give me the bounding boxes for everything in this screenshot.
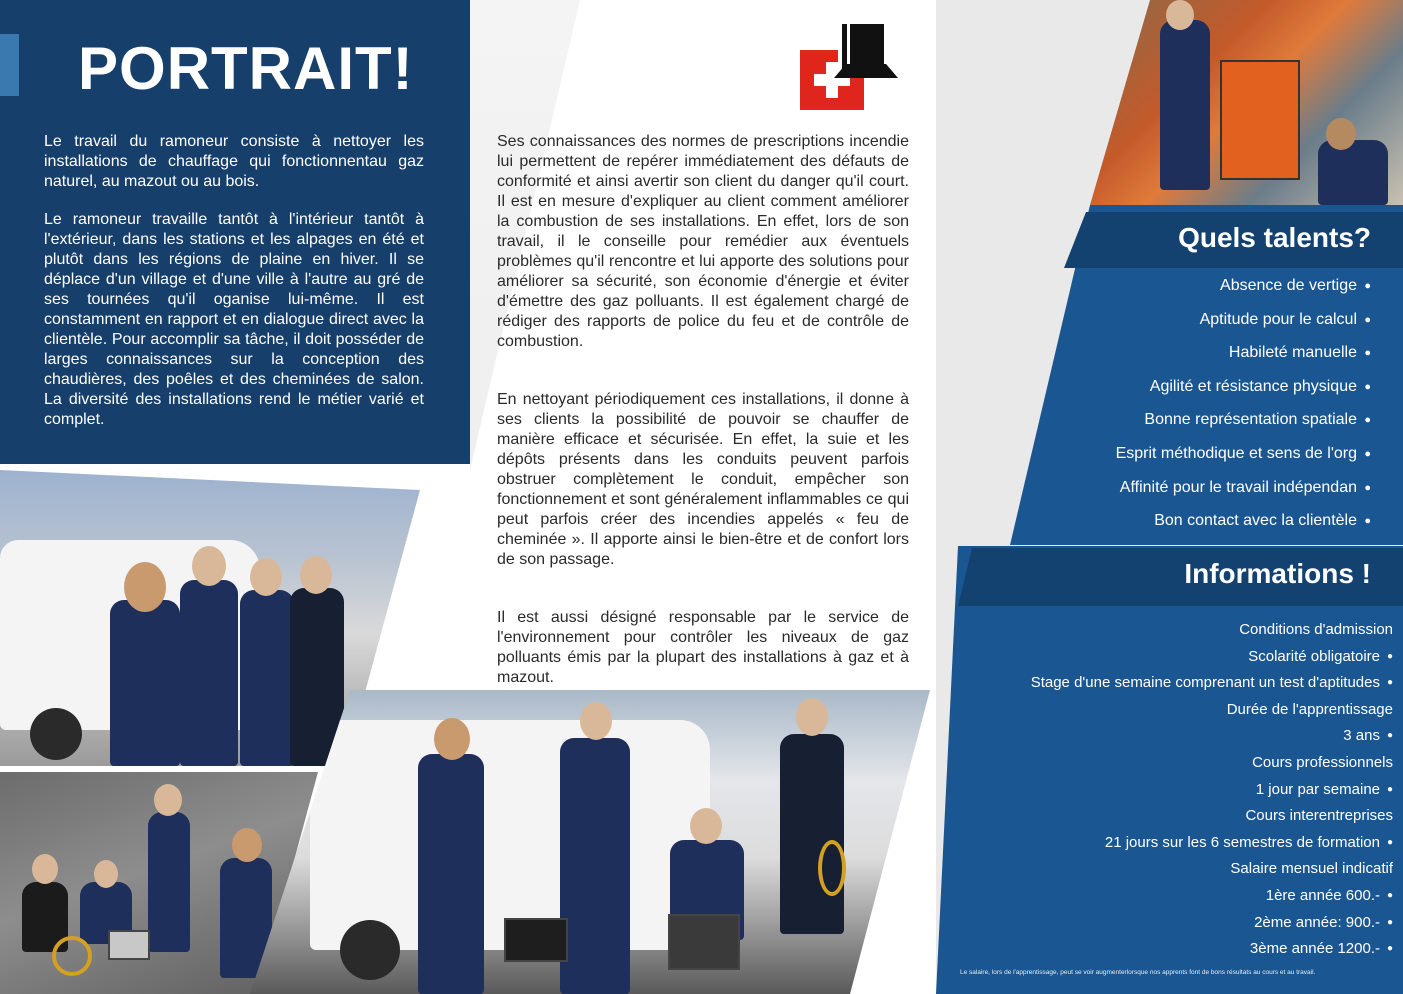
person-head [124,562,166,612]
info-heading: Durée de l'apprentissage [1226,700,1393,718]
intro-paragraph-2: Le ramoneur travaille tantôt à l'intérieur tantôt à l'extérieur, dans les stations et les alpages en été et plutôt dans les régions de plaine en hiver. Il se déplace d'un village et d'une ville à l'autre au gré de ses tournées qu'il oganise lui-même. Il est constamment en rapport et en dialogue direct avec la clientèle. Pour accomplir sa tâche, il doit posséder de larges connaissances sur la conception des chaudières, des poêles et des cheminées de salon. La diversité des installations rend le métier varié et complet. [44,211,424,428]
talent-item: Affinité pour le travail indépendan ● [1041,478,1371,512]
person-body [240,590,294,766]
informations-list [963,620,1393,966]
title-accent-bar [0,34,19,96]
person-head [1166,0,1194,30]
person-head [154,784,182,816]
info-item: 1ère année 600.- ● [963,886,1393,913]
tool-case [668,914,740,970]
middle-paragraph-1: Ses connaissances des normes de prescriptions incendie lui permettent de repérer immédiatement des défauts de conformité et ainsi avertir son client du danger qu'il court. Il est en mesure d'expliquer au client comment améliorer la combustion de ses installations. En effet, lors de son travail, il le conseille pour remédier aux éventuels problèmes qu'il rencontre et lui apporte des solutions pour améliorer sa sécurité, son économie d'énergie et éviter d'émettre des gaz polluants. Il est également chargé de rédiger des rapports de police du feu et de contrôle de combustion. [497,133,909,350]
info-item: 3ème année 1200.- ● [963,939,1393,966]
talent-item: Habileté manuelle ● [1041,343,1371,377]
salary-footnote: Le salaire, lors de l'apprentissage, peut se voir augmenterlorsque nos apprents font de bons résultats au cours et au travail. [960,969,1316,976]
talent-item: Absence de vertige ● [1041,276,1371,310]
info-heading: Salaire mensuel indicatif [1230,860,1393,878]
person-body [110,600,180,766]
page-title: PORTRAIT! [78,35,414,102]
talents-list [1041,276,1371,545]
info-item: 1 jour par semaine ● [963,780,1393,807]
person-head [232,828,262,862]
tool-bag [504,918,568,962]
talent-item: Aptitude pour le calcul ● [1041,310,1371,344]
tool-case [108,930,150,960]
informations-title: Informations ! [1184,558,1371,589]
van-wheel [340,920,400,980]
person-head [580,702,612,740]
person-head [300,556,332,594]
talent-item: Bonne représentation spatiale ● [1041,410,1371,444]
brush-ring [818,840,846,896]
photo-team-van-equipment [250,690,930,994]
person-body [180,580,238,766]
person-head [250,558,282,596]
info-heading: Cours interentreprises [1245,807,1393,825]
info-item: Stage d'une semaine comprenant un test d'aptitudes ● [963,673,1393,700]
info-item: 21 jours sur les 6 semestres de formation ● [963,833,1393,860]
person-body [418,754,484,994]
info-item: 3 ans ● [963,726,1393,753]
person-head [94,860,118,888]
person-body [560,738,630,994]
info-heading: Conditions d'admission [1239,621,1393,638]
person-head [32,854,58,884]
brush-ring [52,936,92,976]
person-head [192,546,226,586]
talent-item: Bon contact avec la clientèle ● [1041,511,1371,545]
person-body [1318,140,1388,205]
info-heading: Cours professionnels [1252,753,1393,771]
test-machine [1220,60,1300,180]
person-body [780,734,844,934]
chimney-sweep-logo [798,18,902,112]
person-head [1326,118,1356,150]
talent-item: Esprit méthodique et sens de l'org ● [1041,444,1371,478]
info-item: 2ème année: 900.- ● [963,913,1393,940]
info-item: Scolarité obligatoire ● [963,647,1393,674]
van-shape [310,720,710,950]
van-wheel [30,708,82,760]
talent-item: Agilité et résistance physique ● [1041,377,1371,411]
person-body [148,812,190,952]
talents-title: Quels talents? [1178,222,1371,253]
intro-paragraph-1: Le travail du ramoneur consiste à nettoyer les installations de chauffage qui fonctionnentau gaz naturel, au mazout ou au bois. [44,133,424,190]
person-head [434,718,470,760]
person-head [690,808,722,844]
middle-paragraph-3: Il est aussi désigné responsable par le service de l'environnement pour contrôler les niveaux de gaz polluants émis par la plupart des installations à gaz et à mazout. [497,609,909,686]
middle-paragraph-2: En nettoyant périodiquement ces installations, il donne à ses clients la possibilité de pouvoir se chauffer de manière efficace et sécurisée. En effet, la suie et les dépôts présents dans les conduits peuvent parfois obstruer complètement le conduit, empêcher son fonctionnement et sont généralement inflammables ce qui peut parfois créer des incendies appelés « feu de cheminée ». Il apporte ainsi le bien-être et de confort lors de son passage. [497,391,909,568]
person-head [796,698,828,736]
person-body [1160,20,1210,190]
